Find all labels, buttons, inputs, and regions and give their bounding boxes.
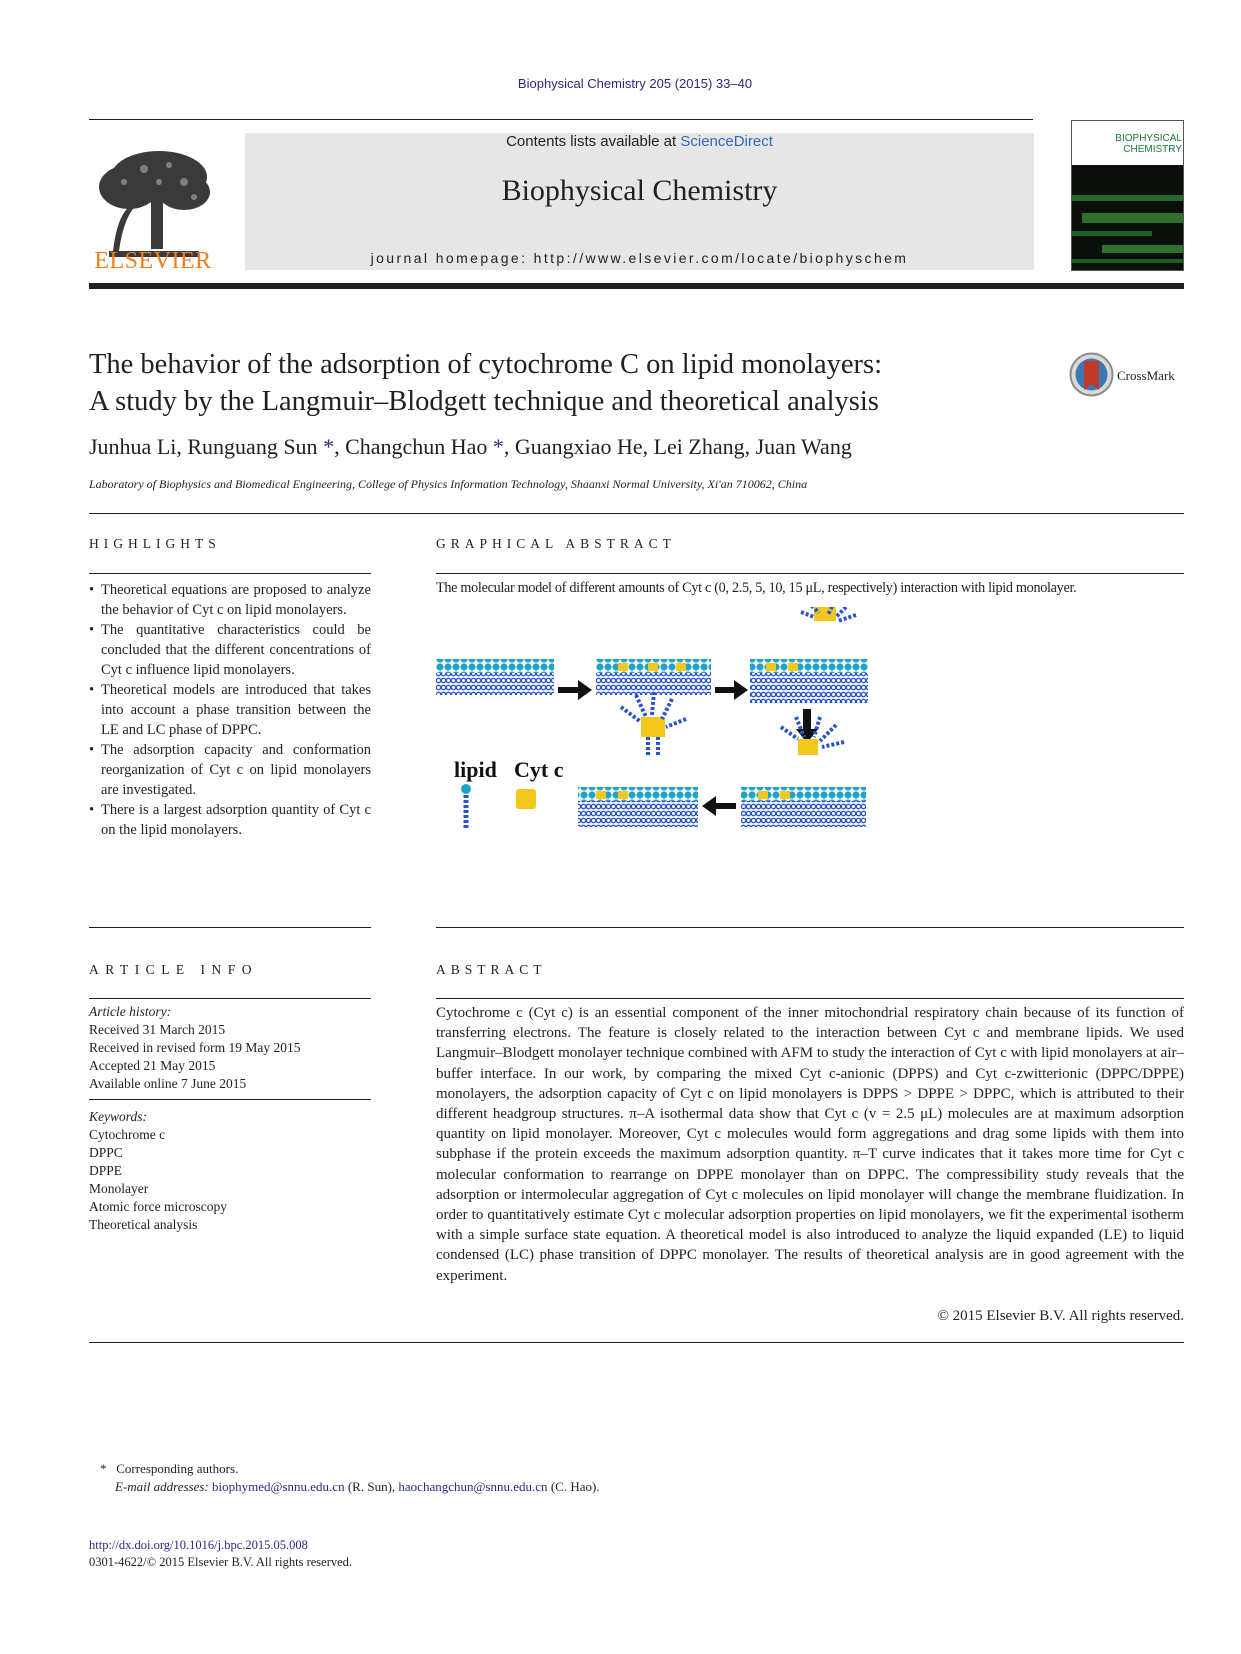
author-list (89, 434, 852, 460)
history-label: Article history: (89, 1004, 172, 1019)
graphical-abstract-caption: The molecular model of different amounts of Cyt c (0, 2.5, 5, 10, 15 μL, respectively) interaction with lipid monolayer. (436, 580, 1077, 596)
cover-title-line1: BIOPHYSICAL (1115, 133, 1182, 144)
graphical-abstract-rule (436, 573, 1184, 574)
highlights-list (89, 580, 371, 840)
monolayer-3 (750, 607, 868, 703)
affiliation: Laboratory of Biophysics and Biomedical Engineering, College of Physics Information Technology, Shaanxi Normal University, Xi'an 710062, China (89, 477, 808, 491)
crossmark-icon[interactable] (1069, 352, 1114, 397)
article-info-rule (89, 998, 371, 999)
legend-cytc-label: Cyt c (514, 757, 564, 782)
article-info-block (89, 1003, 371, 1234)
highlights-heading: HIGHLIGHTS (89, 536, 221, 551)
title-line-2: A study by the Langmuir–Blodgett technique and theoretical analysis (89, 386, 879, 417)
email-name-hao: (C. Hao). (550, 1479, 600, 1494)
publisher-wordmark: ELSEVIER (94, 248, 212, 274)
abstract-rule (436, 998, 1184, 999)
footnote (100, 1460, 600, 1496)
corresponding-star-1[interactable]: * (323, 434, 335, 459)
footnote-marker: * (100, 1461, 107, 1476)
highlight-item: • The quantitative characteristics could be concluded that the different concentrations of Cyt c influence lipid monolayers. (89, 620, 371, 680)
keyword: DPPC (89, 1145, 123, 1160)
arrow-down (796, 709, 818, 743)
corresponding-star-2[interactable]: * (492, 434, 504, 459)
highlights-rule (89, 573, 371, 574)
arrow-right-1 (558, 680, 592, 700)
online-date: Available online 7 June 2015 (89, 1076, 247, 1091)
keyword: Atomic force microscopy (89, 1199, 227, 1214)
highlight-item: • Theoretical models are introduced that takes into account a phase transition between the LE and LC phase of DPPC. (89, 680, 371, 740)
left-column-divider (89, 927, 371, 928)
monolayer-5 (578, 692, 698, 827)
abstract-copyright: © 2015 Elsevier B.V. All rights reserved. (937, 1308, 1184, 1324)
header-thick-rule (89, 283, 1184, 289)
cover-artwork (1072, 165, 1183, 271)
right-column-divider (436, 927, 1184, 928)
legend-lipid-icon (461, 784, 471, 829)
authors-part-2: , Changchun Hao (334, 434, 493, 459)
accepted-date: Accepted 21 May 2015 (89, 1058, 216, 1073)
legend-lipid-label: lipid (454, 757, 497, 782)
revised-date: Received in revised form 19 May 2015 (89, 1040, 301, 1055)
authors-part-3: , Guangxiao He, Lei Zhang, Juan Wang (503, 434, 852, 459)
graphical-abstract-heading: GRAPHICAL ABSTRACT (436, 536, 676, 551)
keyword: Monolayer (89, 1181, 149, 1196)
article-info-heading: ARTICLE INFO (89, 962, 259, 977)
monolayer-1 (436, 659, 554, 695)
sciencedirect-link[interactable]: ScienceDirect (680, 133, 773, 150)
arrow-left (702, 796, 736, 816)
email-link-hao[interactable]: haochangchun@snnu.edu.cn (398, 1479, 548, 1494)
authors-part-1: Junhua Li, Runguang Sun (89, 434, 324, 459)
keywords-label: Keywords: (89, 1109, 147, 1124)
cover-title (1094, 133, 1182, 155)
keyword: DPPE (89, 1163, 123, 1178)
journal-cover-thumbnail[interactable] (1071, 120, 1184, 271)
email-link-sun[interactable]: biophymed@snnu.edu.cn (212, 1479, 345, 1494)
journal-name: Biophysical Chemistry (501, 174, 778, 207)
issn-copyright: 0301-4622/© 2015 Elsevier B.V. All rights reserved. (89, 1555, 353, 1569)
doi-link[interactable]: http://dx.doi.org/10.1016/j.bpc.2015.05.008 (89, 1538, 308, 1552)
journal-citation[interactable]: Biophysical Chemistry 205 (2015) 33–40 (517, 76, 753, 91)
keyword: Theoretical analysis (89, 1217, 198, 1232)
keyword: Cytochrome c (89, 1127, 166, 1142)
email-name-sun: (R. Sun), (347, 1479, 396, 1494)
abstract-heading: ABSTRACT (436, 962, 547, 977)
article-title (89, 346, 989, 420)
highlight-item: • The adsorption capacity and conformation reorganization of Cyt c on lipid monolayers are investigated. (89, 740, 371, 800)
contents-prefix: Contents lists available at (506, 133, 681, 150)
highlight-item: • There is a largest adsorption quantity of Cyt c on the lipid monolayers. (89, 800, 371, 840)
received-date: Received 31 March 2015 (89, 1022, 226, 1037)
legend-cytc-icon (516, 789, 536, 809)
doi-block (89, 1537, 352, 1571)
highlight-item: • Theoretical equations are proposed to analyze the behavior of Cyt c on lipid monolayers. (89, 580, 371, 620)
monolayer-2 (596, 659, 711, 695)
header-top-rule (89, 119, 1033, 120)
section-divider (89, 513, 1184, 514)
crossmark-label[interactable]: CrossMark (1117, 368, 1175, 383)
journal-homepage[interactable]: journal homepage: http://www.elsevier.com/locate/biophyschem (370, 250, 909, 266)
cover-title-line2: CHEMISTRY (1123, 144, 1182, 155)
email-label: E-mail addresses: (115, 1479, 209, 1494)
bottom-divider (89, 1342, 1184, 1343)
arrow-right-2 (715, 680, 748, 700)
abstract-text: Cytochrome c (Cyt c) is an essential component of the inner mitochondrial respiratory chain because of its function of transferring electrons. The feature is closely related to the interaction between Cyt c and membrane lipids. We used Langmuir–Blodgett monolayer technique combined with AFM to study the interaction of Cyt c with lipid monolayers at air–buffer interface. In our work, by comparing the mixed Cyt c-anionic (DPPS) and Cyt c-zwitterionic (DPPC/DPPE) monolayers, the adsorption capacity of Cyt c on lipid monolayers is DPPS > DPPE > DPPC, which is attributed to their different headgroup structures. π–A isothermal data show that Cyt c (v = 2.5 μL) molecules are at maximum adsorption quantity on lipid monolayer. Moreover, Cyt c molecules would form aggregations and drag some lipids with them into subphase if the protein exceeds the maximum adsorption quantity. π–T curve indicates that it takes more time for Cyt c molecular conformation to rearrange on DPPE monolayer than on DPPC. The compressibility study reveals that the adsorption or intermolecular aggregation of Cyt c molecules on lipid monolayer will change the membrane fluidization. In order to quantitatively estimate Cyt c molecular adsorption properties on lipid monolayers, we fit the experimental isotherm with a simple surface state equation. A theoretical model is also introduced to analyze the liquid expanded (LE) to liquid condensed (LC) phase transition of DPPC monolayer. The results of theoretical analysis are in good agreement with the experiment. (436, 1005, 1184, 1284)
keywords-rule (89, 1099, 371, 1100)
contents-line (245, 133, 1034, 150)
graphical-abstract-figure (436, 607, 896, 877)
corresponding-note: Corresponding authors. (116, 1461, 239, 1476)
title-line-1: The behavior of the adsorption of cytochrome C on lipid monolayers: (89, 349, 883, 380)
